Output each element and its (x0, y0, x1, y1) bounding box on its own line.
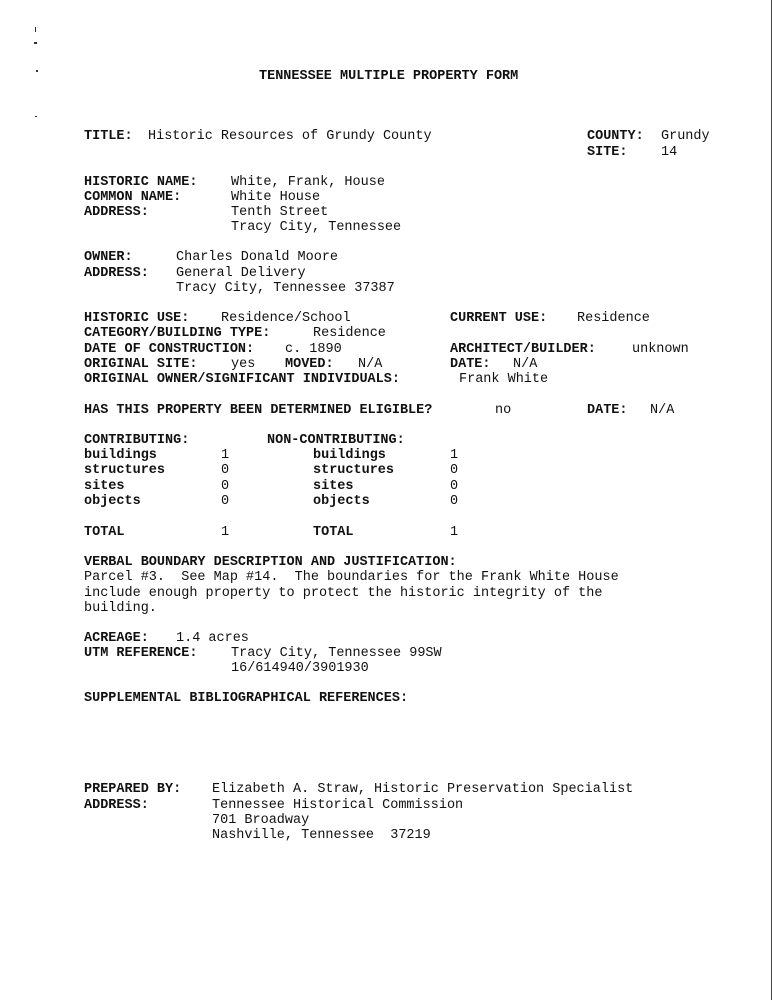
row-contributing-structures: 0 (221, 463, 230, 478)
total-label: TOTAL (84, 525, 125, 540)
row-noncontributing-buildings: 1 (450, 448, 459, 463)
boundary-line2: include enough property to protect the historic integrity of the (84, 586, 603, 601)
historic-name-value: White, Frank, House (231, 175, 385, 190)
boundary-heading: VERBAL BOUNDARY DESCRIPTION AND JUSTIFICATION: (84, 555, 457, 570)
supplemental-heading: SUPPLEMENTAL BIBLIOGRAPHICAL REFERENCES: (84, 691, 409, 706)
current-use-label: CURRENT USE: (450, 311, 548, 326)
title-value: Historic Resources of Grundy County (148, 129, 432, 144)
county-value: Grundy (661, 129, 710, 144)
form-title: TENNESSEE MULTIPLE PROPERTY FORM (259, 69, 519, 84)
owner-address-label: ADDRESS: (84, 266, 149, 281)
historic-use-value: Residence/School (221, 311, 351, 326)
title-label: TITLE: (84, 129, 133, 144)
site-value: 14 (661, 145, 678, 160)
eligibility-question: HAS THIS PROPERTY BEEN DETERMINED ELIGIBLE? (84, 403, 433, 418)
site-label: SITE: (587, 145, 628, 160)
utm-line1: Tracy City, Tennessee 99SW (231, 646, 442, 661)
construction-value: c. 1890 (285, 342, 342, 357)
prepared-by-value: Elizabeth A. Straw, Historic Preservation Specialist (212, 782, 634, 797)
row-noncontributing-objects: 0 (450, 494, 459, 509)
boundary-line1: Parcel #3. See Map #14. The boundaries for the Frank White House (84, 570, 619, 585)
row-noncontributing-sites: 0 (450, 479, 459, 494)
owner-label: OWNER: (84, 250, 133, 265)
common-name-label: COMMON NAME: (84, 190, 182, 205)
owner-name: Charles Donald Moore (176, 250, 339, 265)
scan-mark (34, 42, 37, 44)
architect-label: ARCHITECT/BUILDER: (450, 342, 596, 357)
original-owner-value: Frank White (459, 372, 549, 387)
prepared-address-line3: Nashville, Tennessee 37219 (212, 828, 431, 843)
scan-mark (36, 70, 38, 72)
acreage-value: 1.4 acres (176, 631, 249, 646)
prepared-address-line2: 701 Broadway (212, 813, 310, 828)
county-label: COUNTY: (587, 129, 644, 144)
property-address-line1: Tenth Street (231, 205, 329, 220)
noncontributing-label: NON-CONTRIBUTING: (267, 433, 405, 448)
prepared-label: PREPARED BY: (84, 782, 182, 797)
boundary-line3: building. (84, 601, 157, 616)
row-label-objects-nc: objects (313, 494, 370, 509)
contributing-label: CONTRIBUTING: (84, 433, 190, 448)
current-use-value: Residence (577, 311, 650, 326)
owner-address-line2: Tracy City, Tennessee 37387 (176, 281, 395, 296)
eligibility-date-label: DATE: (587, 403, 628, 418)
utm-label: UTM REFERENCE: (84, 646, 198, 661)
total-noncontributing: 1 (450, 525, 459, 540)
row-label-sites: sites (84, 479, 125, 494)
moved-label: MOVED: (285, 357, 334, 372)
historic-name-label: HISTORIC NAME: (84, 175, 198, 190)
original-site-value: yes (231, 357, 256, 372)
eligibility-answer: no (495, 403, 512, 418)
row-label-objects: objects (84, 494, 141, 509)
original-site-label: ORIGINAL SITE: (84, 357, 198, 372)
category-value: Residence (313, 326, 386, 341)
row-label-structures: structures (84, 463, 166, 478)
moved-value: N/A (358, 357, 383, 372)
prepared-address-line1: Tennessee Historical Commission (212, 798, 464, 813)
common-name-value: White House (231, 190, 321, 205)
original-owner-label: ORIGINAL OWNER/SIGNIFICANT INDIVIDUALS: (84, 372, 400, 387)
scan-mark (35, 116, 37, 117)
row-contributing-objects: 0 (221, 494, 230, 509)
row-contributing-buildings: 1 (221, 448, 230, 463)
owner-address-line1: General Delivery (176, 266, 306, 281)
category-label: CATEGORY/BUILDING TYPE: (84, 326, 271, 341)
property-address-label: ADDRESS: (84, 205, 149, 220)
utm-line2: 16/614940/3901930 (231, 661, 369, 676)
construction-label: DATE OF CONSTRUCTION: (84, 342, 255, 357)
row-contributing-sites: 0 (221, 479, 230, 494)
prepared-address-label: ADDRESS: (84, 798, 149, 813)
total-label-nc: TOTAL (313, 525, 354, 540)
moved-date-value: N/A (513, 357, 538, 372)
property-address-line2: Tracy City, Tennessee (231, 220, 402, 235)
total-contributing: 1 (221, 525, 230, 540)
scan-mark (35, 27, 36, 32)
row-label-buildings-nc: buildings (313, 448, 386, 463)
row-label-structures-nc: structures (313, 463, 395, 478)
row-noncontributing-structures: 0 (450, 463, 459, 478)
row-label-buildings: buildings (84, 448, 157, 463)
row-label-sites-nc: sites (313, 479, 354, 494)
acreage-label: ACREAGE: (84, 631, 149, 646)
architect-value: unknown (632, 342, 689, 357)
moved-date-label: DATE: (450, 357, 491, 372)
eligibility-date-value: N/A (650, 403, 675, 418)
historic-use-label: HISTORIC USE: (84, 311, 190, 326)
